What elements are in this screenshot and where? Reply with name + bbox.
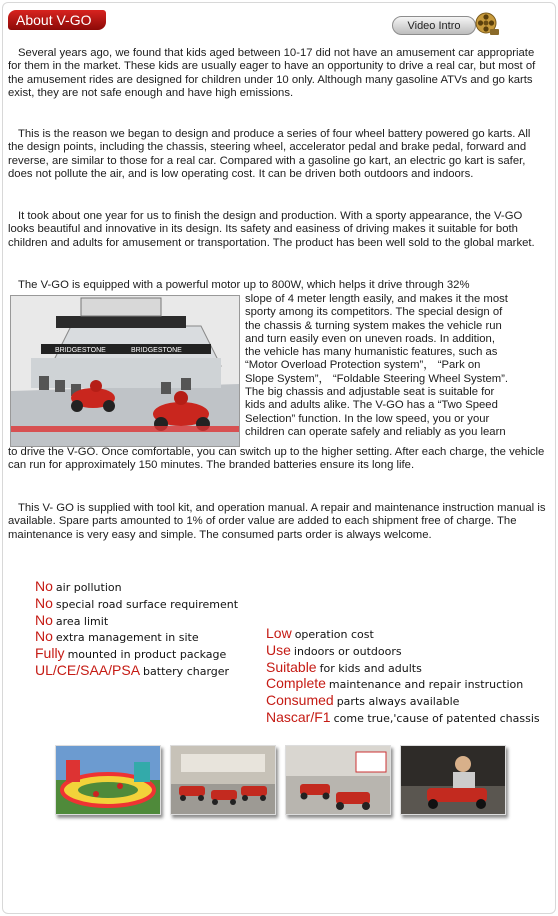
feature-text: come true,'cause of patented chassis [333, 711, 540, 725]
video-intro-button[interactable] [392, 16, 476, 35]
feature-text: operation cost [294, 628, 374, 641]
thumbnail-indoor-karts[interactable] [170, 745, 276, 815]
feature-keyword: Suitable [266, 658, 317, 675]
banner-text-2: BRIDGESTONE [131, 347, 182, 354]
feature-text: battery charger [143, 664, 230, 678]
feature-list-right [266, 625, 540, 726]
side-line: slope of 4 meter length easily, and makes it the most [245, 293, 508, 305]
maintenance-paragraph: This V- GO is supplied with tool kit, and operation manual. A repair and maintenance instruction manual is available. Spare parts amounted to 1% of order value are added to each shipment free of charge. The maintenance is very easy and simple. The consumed parts order is always welcome. [8, 502, 546, 541]
feature-text: indoors or outdoors [293, 644, 402, 658]
feature-item [35, 612, 238, 629]
side-line: and turn easily even on uneven roads. In addition, [245, 332, 495, 345]
feature-text: extra management in site [55, 631, 199, 645]
video-intro-label: Video Intro [407, 20, 461, 32]
feature-item [266, 709, 540, 726]
feature-keyword: No [35, 628, 53, 645]
feature-keyword: Complete [266, 675, 326, 692]
feature-item [266, 659, 540, 676]
feature-item [35, 662, 238, 679]
feature-item [35, 578, 238, 595]
thumbnail-kart-lineup[interactable] [285, 745, 391, 815]
feature-item [35, 645, 238, 662]
side-line: sporty among its competitors. The special design of [245, 306, 503, 319]
feature-keyword: Nascar/F1 [266, 708, 331, 725]
feature-text: mounted in product package [67, 648, 227, 662]
intro-paragraph-3: It took about one year for us to finish the design and production. With a sporty appearance, the V-GO looks beautiful and innovative in its design. Its safety and easiness of driving makes it suitable for both children and adults for amusement or transportation. The product has been well sold to the global market. [8, 210, 535, 249]
feature-item [35, 595, 238, 612]
feature-item [266, 675, 540, 692]
page-title-tab [8, 10, 106, 30]
side-line: kids and adults alike. The V-GO has a “Two Speed [245, 399, 498, 412]
motor-paragraph-intro: The V-GO is equipped with a powerful motor up to 800W, which helps it drive through 32% [18, 279, 470, 291]
feature-list-left [35, 578, 238, 679]
side-line: Selection” function. In the low speed, you or your [245, 412, 490, 425]
banner-text-1: BRIDGESTONE [55, 347, 106, 354]
feature-keyword: Low [266, 625, 292, 641]
page-title: About V-GO [16, 12, 92, 28]
thumbnail-inflatable-track[interactable] [55, 745, 161, 815]
feature-text: for kids and adults [319, 661, 422, 675]
side-line: The big chassis and adjustable seat is suitable for [245, 386, 495, 399]
feature-keyword: No [35, 578, 53, 594]
race-track-illustration [11, 296, 239, 446]
feature-text: area limit [55, 614, 109, 628]
feature-keyword: No [35, 611, 53, 628]
feature-item [266, 625, 540, 642]
feature-item [266, 692, 540, 709]
feature-text: parts always available [336, 695, 460, 709]
feature-item [35, 628, 238, 645]
intro-paragraph-2: This is the reason we began to design and produce a series of four wheel battery powered go karts. All the design points, including the chassis, steering wheel, accelerator pedal and brake pedal, forward and reverse, are similar to those for a real car. Compared with a gasoline go kart, an electric go kart is safer, does not pollute the air, and is low operating cost. It can be driven both outdoors and indoors. [8, 128, 531, 180]
feature-keyword: No [35, 594, 53, 611]
side-line: children can operate safely and reliably as you learn [245, 425, 506, 438]
motor-paragraph-tail: to drive the V-GO. Once comfortable, you can switch up to the higher setting. After each charge, the vehicle can run for approximately 150 minutes. The branded batteries ensure its long life. [8, 446, 545, 472]
feature-text: maintenance and repair instruction [328, 678, 524, 692]
feature-keyword: UL/CE/SAA/PSA [35, 661, 141, 678]
intro-paragraph-1: Several years ago, we found that kids aged between 10-17 did not have an amusement car appropriate for them in the market. These kids are usually eager to have an opportunity to drive a real car, but most of the amusement rides are designed for children under 10 only. Although many gasoline ATVs and go karts exist, they are not safe enough and have high emissions. [8, 47, 536, 99]
side-line: the chassis & turning system makes the vehicle run [245, 319, 502, 332]
feature-keyword: Consumed [266, 692, 334, 709]
feature-text: air pollution [55, 581, 122, 594]
race-track-photo [10, 295, 240, 447]
feature-keyword: Use [266, 641, 291, 658]
thumbnail-driver-in-kart[interactable] [400, 745, 506, 815]
feature-keyword: Fully [35, 645, 65, 662]
motor-paragraph-side [245, 293, 550, 439]
side-line: “Motor Overload Protection system”， “Park on [245, 359, 481, 372]
feature-text: special road surface requirement [55, 597, 239, 611]
side-line: Slope System”， “Foldable Steering Wheel System”. [245, 372, 509, 385]
feature-item [266, 642, 540, 659]
side-line: the vehicle has many humanistic features, such as [245, 346, 498, 359]
film-reel-icon[interactable] [474, 11, 500, 37]
